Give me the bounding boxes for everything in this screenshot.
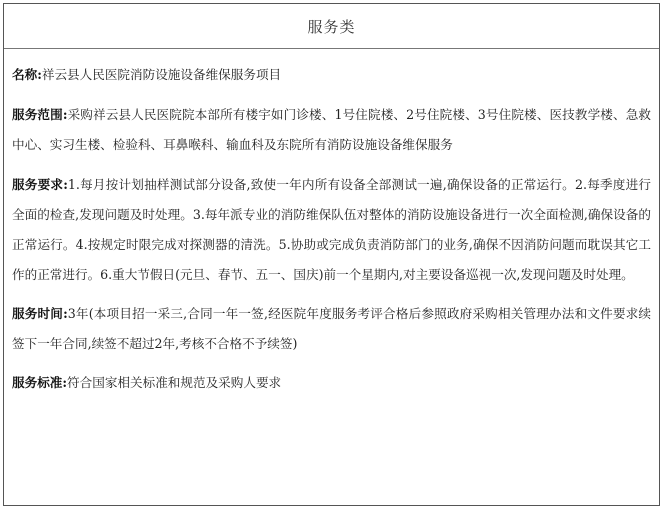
field-time — [12, 299, 651, 359]
field-scope-value: 采购祥云县人民医院院本部所有楼宇如门诊楼、1号住院楼、2号住院楼、3号住院楼、医技教学楼、急救中心、实习生楼、检验科、耳鼻喉科、输血科及东院所有消防设施设备维保服务 — [12, 107, 651, 152]
service-table — [3, 3, 660, 506]
field-time-label: 服务时间: — [12, 306, 68, 321]
field-requirements-value: 1.每月按计划抽样测试部分设备,致使一年内所有设备全部测试一遍,确保设备的正常运行。2.每季度进行全面的检查,发现问题及时处理。3.每年派专业的消防维保队伍对整体的消防设施设备进行一次全面检测,确保设备的正常运行。4.按规定时限完成对探测器的清洗。5.协助或完成负责消防部门的业务,确保不因消防问题而耽误其它工作的正常进行。6.重大节假日(元旦、春节、五一、国庆)前一个星期内,对主要设备巡视一次,发现问题及时处理。 — [12, 177, 651, 282]
field-name-value: 祥云县人民医院消防设施设备维保服务项目 — [41, 67, 282, 82]
field-standard — [12, 368, 651, 398]
field-requirements — [12, 170, 651, 290]
field-scope — [12, 100, 651, 160]
field-standard-label: 服务标准: — [12, 375, 68, 390]
field-standard-value: 符合国家相关标准和规范及采购人要求 — [67, 375, 282, 390]
field-name-label: 名称: — [12, 67, 42, 82]
field-scope-label: 服务范围: — [12, 107, 68, 122]
field-time-value: 3年(本项目招一采三,合同一年一签,经医院年度服务考评合格后参照政府采购相关管理办法和文件要求续签下一年合同,续签不超过2年,考核不合格不予续签) — [12, 306, 651, 351]
table-title: 服务类 — [4, 4, 659, 49]
table-content — [4, 60, 659, 398]
field-requirements-label: 服务要求: — [12, 177, 68, 192]
field-name — [12, 60, 651, 90]
